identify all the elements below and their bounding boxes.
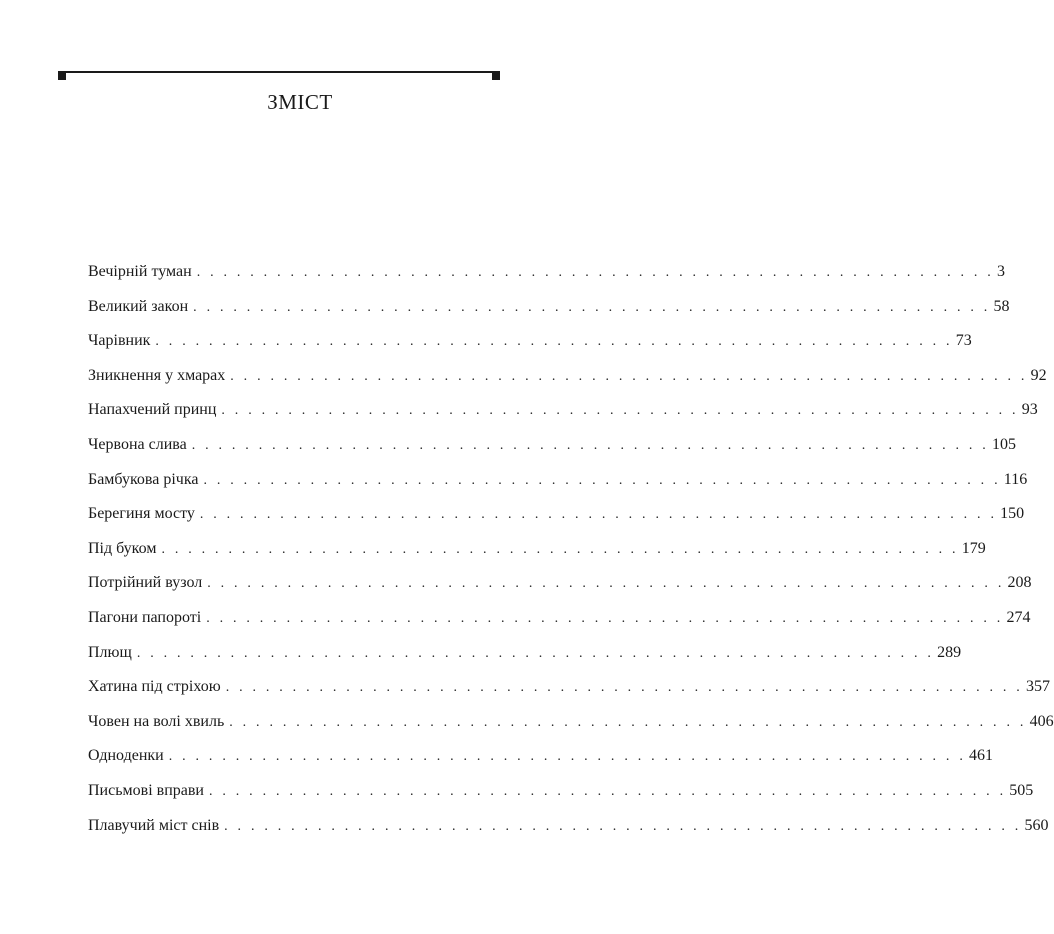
toc-entry-title: Великий закон	[88, 297, 189, 315]
left-square-ornament	[58, 72, 66, 80]
toc-entry-title: Пагони папороті	[88, 608, 202, 626]
toc-entry[interactable]	[88, 435, 1017, 470]
page-title: ЗМІСТ	[267, 90, 333, 114]
table-of-contents	[88, 262, 1054, 850]
toc-leader-dots: . . . . . . . . . . . . . . . . . . . . . . . . . . . . . . . . . . . . . . . . . . . . . . . . . . . . . . . . . . . .	[229, 714, 1027, 730]
toc-entry[interactable]	[88, 262, 1005, 297]
toc-leader-dots: . . . . . . . . . . . . . . . . . . . . . . . . . . . . . . . . . . . . . . . . . . . . . . . . . . . . . . . . . . . .	[168, 749, 967, 765]
toc-entry[interactable]	[88, 573, 1032, 608]
toc-entry[interactable]	[88, 677, 1050, 712]
toc-entry[interactable]	[88, 816, 1049, 851]
toc-entry-title: Вечірній туман	[88, 263, 192, 280]
toc-entry-page: 357	[1026, 678, 1050, 696]
toc-leader-dots: . . . . . . . . . . . . . . . . . . . . . . . . . . . . . . . . . . . . . . . . . . . . . . . . . . . . . . . . . . . .	[196, 265, 994, 280]
toc-entry[interactable]	[88, 366, 1047, 401]
toc-leader-dots: . . . . . . . . . . . . . . . . . . . . . . . . . . . . . . . . . . . . . . . . . . . . . . . . . . . . . . . . . . . .	[193, 299, 991, 315]
toc-entry-page: 58	[993, 297, 1010, 315]
toc-entry-page: 461	[969, 747, 994, 765]
toc-entry-page: 150	[1000, 505, 1025, 523]
toc-entry-title: Напахчений принц	[88, 401, 217, 419]
toc-entry-title: Письмові вправи	[88, 781, 204, 799]
toc-entry[interactable]	[88, 504, 1025, 539]
toc-entry-page: 73	[955, 332, 972, 350]
toc-entry[interactable]	[88, 539, 986, 574]
toc-entry-title: Бамбукова річка	[88, 470, 199, 488]
toc-leader-dots: . . . . . . . . . . . . . . . . . . . . . . . . . . . . . . . . . . . . . . . . . . . . . . . . . . . . . . . . . . . .	[230, 368, 1028, 384]
toc-leader-dots: . . . . . . . . . . . . . . . . . . . . . . . . . . . . . . . . . . . . . . . . . . . . . . . . . . . . . . . . . . . .	[199, 507, 998, 523]
toc-leader-dots: . . . . . . . . . . . . . . . . . . . . . . . . . . . . . . . . . . . . . . . . . . . . . . . . . . . . . . . . . . . .	[206, 610, 1004, 626]
toc-entry[interactable]	[88, 608, 1031, 643]
toc-entry-title: Плющ	[88, 643, 132, 661]
toc-entry-page: 3	[997, 263, 1005, 280]
toc-entry-page: 505	[1009, 781, 1034, 799]
toc-entry-page: 208	[1007, 574, 1032, 592]
toc-entry-title: Берегиня мосту	[88, 505, 195, 523]
toc-leader-dots: . . . . . . . . . . . . . . . . . . . . . . . . . . . . . . . . . . . . . . . . . . . . . . . . . . . . . . . . . . . .	[224, 818, 1022, 834]
toc-entry-title: Під буком	[88, 539, 157, 557]
toc-entry[interactable]	[88, 746, 994, 781]
toc-entry-title: Одноденки	[88, 747, 164, 765]
toc-entry[interactable]	[88, 331, 972, 366]
toc-entry-page: 92	[1030, 366, 1047, 384]
toc-entry-page: 560	[1024, 816, 1049, 834]
toc-leader-dots: . . . . . . . . . . . . . . . . . . . . . . . . . . . . . . . . . . . . . . . . . . . . . . . . . . . . . . . . . . . .	[136, 645, 935, 661]
toc-leader-dots: . . . . . . . . . . . . . . . . . . . . . . . . . . . . . . . . . . . . . . . . . . . . . . . . . . . . . . . . . . . .	[161, 541, 959, 557]
toc-entry[interactable]	[88, 470, 1028, 505]
toc-entry[interactable]	[88, 781, 1034, 816]
toc-entry[interactable]	[88, 643, 962, 678]
toc-leader-dots: . . . . . . . . . . . . . . . . . . . . . . . . . . . . . . . . . . . . . . . . . . . . . . . . . . . . . . . . . . . .	[155, 334, 953, 350]
toc-entry-page: 289	[937, 643, 962, 661]
right-square-ornament	[492, 72, 500, 80]
toc-entry-title: Човен на волі хвиль	[88, 712, 225, 730]
toc-entry-title: Червона слива	[88, 435, 187, 453]
toc-leader-dots: . . . . . . . . . . . . . . . . . . . . . . . . . . . . . . . . . . . . . . . . . . . . . . . . . . . . . . . . . . . .	[191, 437, 990, 453]
toc-entry-page: 93	[1021, 401, 1038, 419]
toc-entry-page: 274	[1006, 608, 1031, 626]
toc-entry[interactable]	[88, 297, 1010, 332]
toc-leader-dots: . . . . . . . . . . . . . . . . . . . . . . . . . . . . . . . . . . . . . . . . . . . . . . . . . . . . . . . . . . . .	[207, 576, 1005, 592]
toc-entry-title: Зникнення у хмарах	[88, 366, 226, 384]
toc-leader-dots: . . . . . . . . . . . . . . . . . . . . . . . . . . . . . . . . . . . . . . . . . . . . . . . . . . . . . . . . . . . .	[225, 680, 1023, 696]
toc-entry-page: 406	[1029, 712, 1054, 730]
toc-entry-title: Плавучий міст снів	[88, 816, 220, 834]
header-rule	[58, 71, 500, 73]
toc-entry-page: 179	[961, 539, 986, 557]
toc-entry[interactable]	[88, 400, 1038, 435]
toc-entry-title: Хатина під стріхою	[88, 678, 221, 696]
toc-entry-page: 105	[992, 435, 1017, 453]
toc-entry[interactable]	[88, 712, 1054, 747]
toc-leader-dots: . . . . . . . . . . . . . . . . . . . . . . . . . . . . . . . . . . . . . . . . . . . . . . . . . . . . . . . . . . . .	[221, 403, 1019, 419]
toc-entry-page: 116	[1003, 470, 1028, 488]
toc-leader-dots: . . . . . . . . . . . . . . . . . . . . . . . . . . . . . . . . . . . . . . . . . . . . . . . . . . . . . . . . . . . .	[203, 472, 1001, 488]
toc-entry-title: Чарівник	[88, 332, 151, 350]
toc-leader-dots: . . . . . . . . . . . . . . . . . . . . . . . . . . . . . . . . . . . . . . . . . . . . . . . . . . . . . . . . . . . .	[208, 783, 1007, 799]
toc-entry-title: Потрійний вузол	[88, 574, 203, 592]
